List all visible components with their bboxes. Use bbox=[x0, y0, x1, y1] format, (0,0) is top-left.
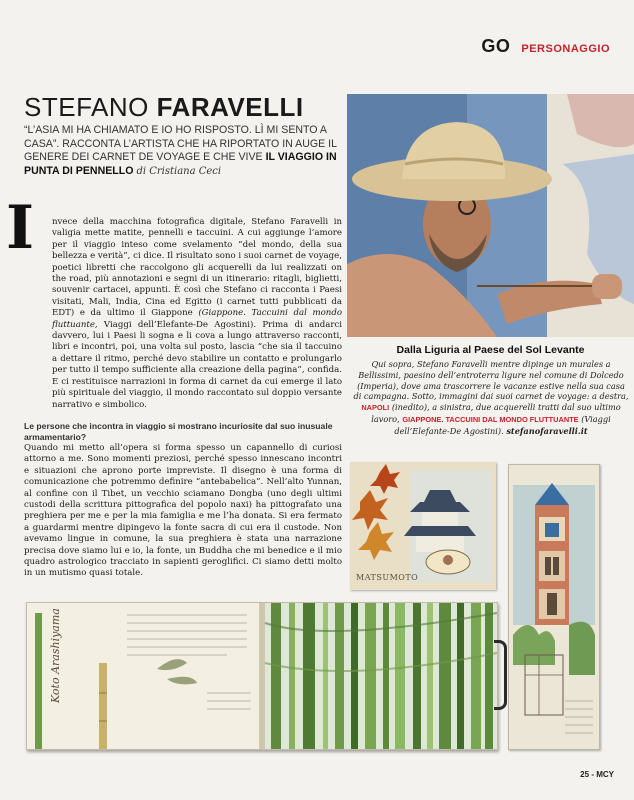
folio-separator: - bbox=[591, 770, 594, 779]
magazine-name: MCY bbox=[596, 770, 614, 779]
headline-first: STEFANO bbox=[24, 92, 149, 122]
standfirst bbox=[24, 124, 342, 178]
caption-city: NAPOLI bbox=[361, 403, 390, 413]
page-folio bbox=[580, 770, 614, 779]
caption-body bbox=[352, 359, 630, 437]
bamboo-illustration bbox=[27, 603, 497, 749]
section-category: PERSONAGGIO bbox=[521, 43, 610, 55]
naples-notebook bbox=[508, 464, 600, 750]
page-number: 25 bbox=[580, 770, 590, 779]
artist-photo-illustration bbox=[347, 94, 634, 337]
watercolor-card-japan bbox=[350, 462, 496, 590]
watercolor-card-label: MATSUMOTO bbox=[356, 573, 419, 582]
body-paragraph-1: nvece della macchina fotografica digitale, Stefano Faravelli in valigia mette matite, pennelli e taccuini. A cui aggiunge l’amore per il viaggio inteso come svelamento “del mondo, della sua bellezza e verità”, ci dice. Il risultato sono i suoi carnet de voyage, poetici libretti che raccolgono gli acquerelli da lui realizzati on the road, più annotazioni e segni di un itinerario: ritagli, biglietti, souvenir cartacei, appunti. È così che Stefano ci racconta i Paesi visitati, Mali, India, Cina ed Egitto (i carnet tutti pubblicati da EDT) e da ultimo il Giappone bbox=[52, 217, 342, 319]
book-title: (Giappone. Taccuini dal mondo fluttuante, bbox=[52, 308, 342, 330]
caption-text-1: Qui sopra, Stefano Faravelli mentre dipinge un murales a Bellissimi, paesino dell’entroterra ligure nel comune di Dolcedo (Imperia), dove ama trascorrere le vacanze estive nella sua casa di campagna. Sotto, immagini dai suoi carnet de voyage: a destra, bbox=[353, 359, 629, 402]
notebook-title: Koto Arashiyama bbox=[49, 608, 62, 703]
caption-publisher: (Viaggi dell’Elefante-De Agostini). bbox=[394, 413, 611, 436]
bamboo-notebook bbox=[26, 602, 498, 750]
body-paragraph-1-end: Viaggi dell’Elefante-De Agostini). Prima di andarci davvero, lui i Paesi li sogna e li cova a lungo attraverso racconti, libri e incontri, poi, una volta sul posto, lascia “che sia il taccuino a dettare il ritmo, perché devo stabilire un contatto e prolungarlo per tutto il tempo sufficiente alla creazione della pagina”, confida. E ci restituisce narrazioni in forma di carnet da cui emerge il lato più spirituale del viaggio, il mondo raccontato sul doppio versante narrativo e simbolico. bbox=[52, 319, 343, 410]
caption-title: Dalla Liguria al Paese del Sol Levante bbox=[396, 344, 585, 356]
drop-cap: I bbox=[6, 193, 35, 263]
caption-text-2: (inedito), a sinistra, due acquerelli tratti dal suo ultimo lavoro, bbox=[371, 402, 621, 424]
byline: di Cristiana Ceci bbox=[136, 165, 222, 177]
headline-last: FARAVELLI bbox=[156, 92, 304, 122]
standfirst-quote: “L’ASIA MI HA CHIAMATO E IO HO RISPOSTO. LÌ MI SENTO A CASA”. RACCONTA L’ARTISTA CHE HA RIPORTATO IN AUGE IL GENERE DEI CARNET DE VOYAGE E CHE VIVE bbox=[24, 124, 337, 163]
headline bbox=[24, 92, 304, 123]
standfirst-kicker: IL VIAGGIO IN PUNTA DI PENNELLO bbox=[24, 151, 337, 177]
notebook-strap bbox=[494, 640, 507, 710]
caption-url: stefanofaravelli.it bbox=[506, 425, 588, 436]
japan-illustration bbox=[350, 462, 496, 590]
interview-answer: Quando mi metto all’opera si forma spesso un capannello di curiosi attorno a me. Sono momenti preziosi, perché spesso innescano incontri e situazioni che aprono porte impreviste. Il disegno è una forma di comunicazione che potremmo definire “antebabelica”. Nell’alto Yunnan, al confine con il Tibet, un vecchio sciamano Dongba (uno degli ultimi custodi della scrittura pittografica del popolo naxi) ha pittografato una preghiera per me e per la mia famiglia e me l’ha donata. Si era fermato a guardarmi mentre dipingevo la fonte sacra di cui era il custode. Non avevamo lingue in comune, la sua preghiera è stata una narrazione precisa dove siamo lui e io, la fonte, un Buddha che mi benedice e il mio quadro astrologico tracciato in sapienti geroglifici. Ci siamo detti molto in un mutismo quasi totale. bbox=[24, 443, 342, 579]
naples-illustration bbox=[509, 465, 599, 749]
artist-photo bbox=[347, 94, 634, 337]
section-code: GO bbox=[481, 36, 511, 56]
interview-question: Le persone che incontra in viaggio si mostrano incuriosite dal suo inusuale armamentario? bbox=[24, 421, 333, 442]
section-label bbox=[481, 36, 610, 57]
article-body bbox=[52, 217, 342, 411]
caption-book: GIAPPONE. TACCUINI DAL MONDO FLUTTUANTE bbox=[402, 414, 579, 424]
